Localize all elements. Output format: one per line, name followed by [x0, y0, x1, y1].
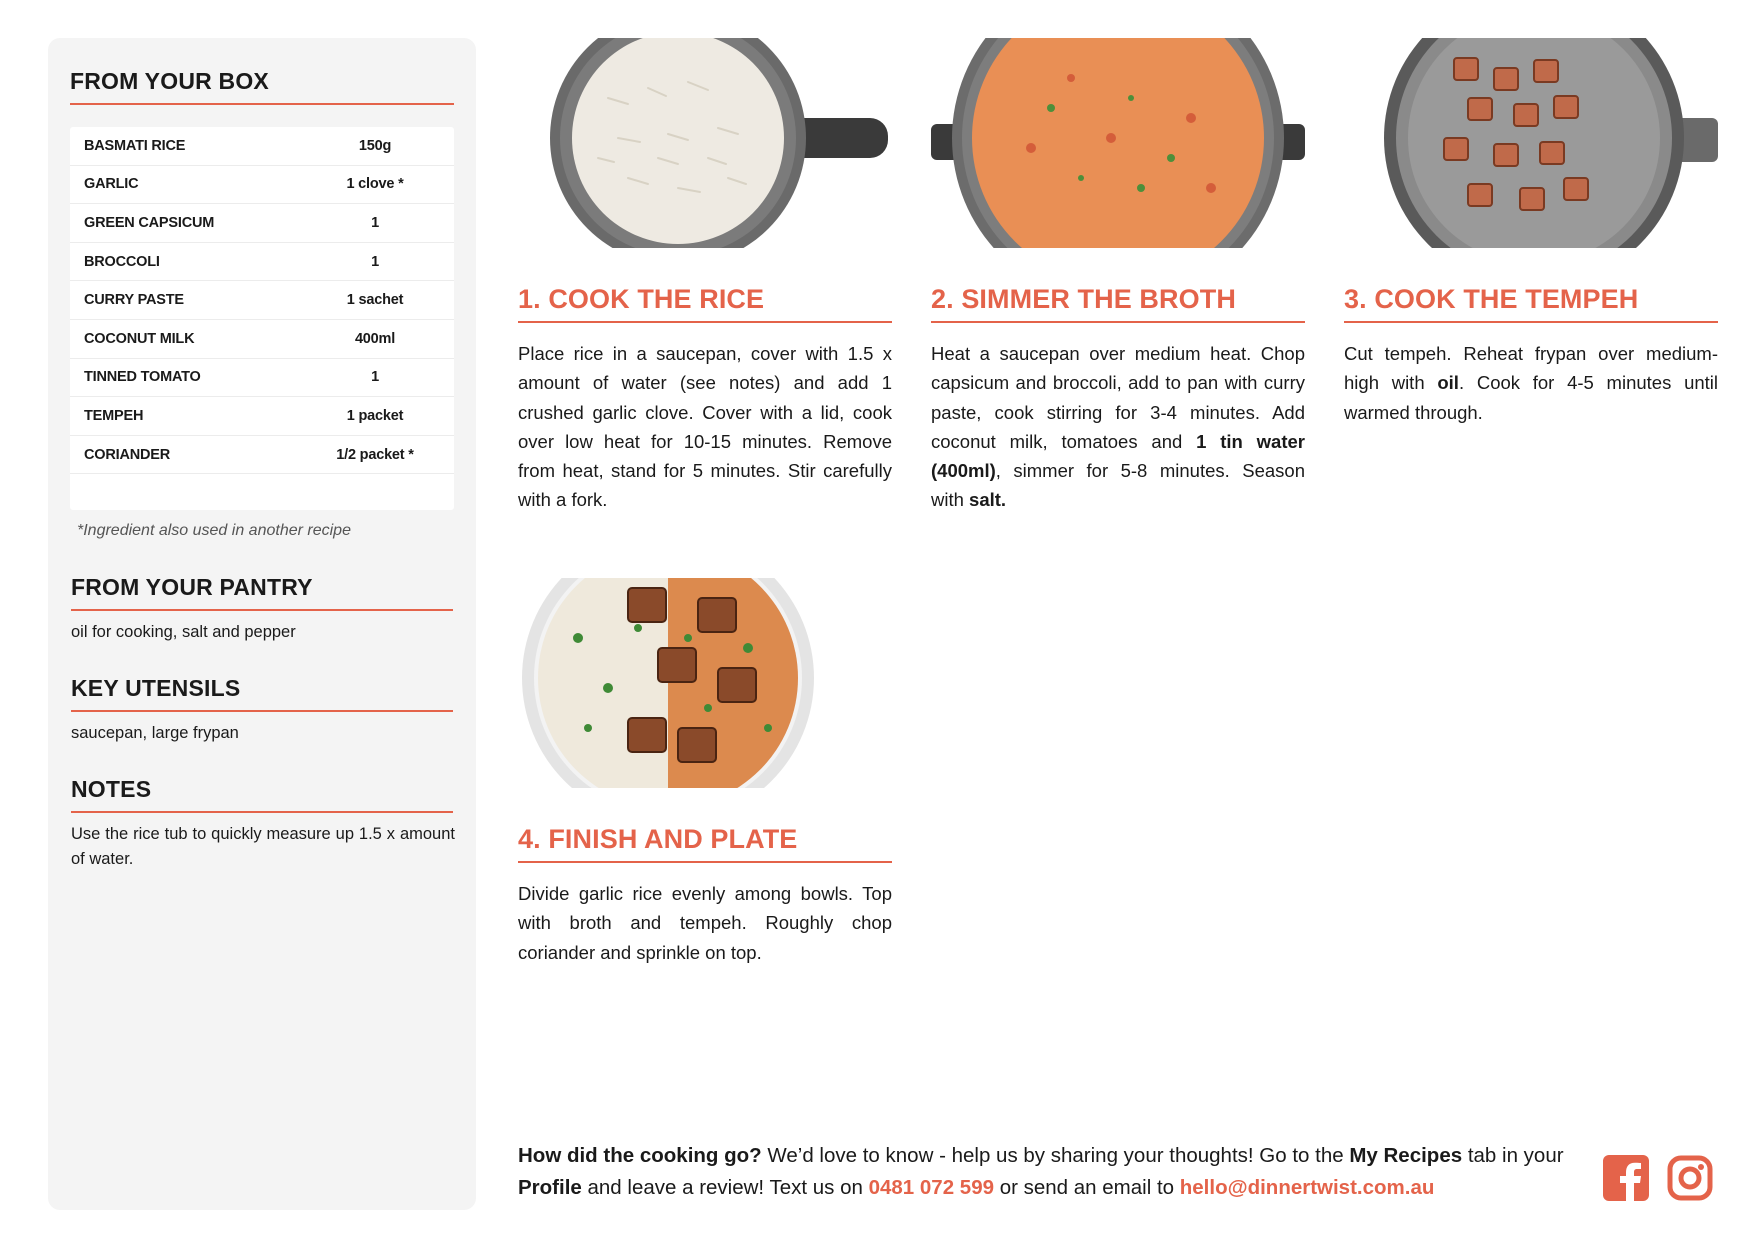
step-1-title: 1. COOK THE RICE: [518, 284, 892, 323]
ingredient-qty: 1 packet: [346, 407, 404, 424]
ingredient-qty: 150g: [358, 137, 392, 154]
ingredient-row: [70, 397, 454, 436]
step-4-title: 4. FINISH AND PLATE: [518, 824, 892, 863]
ingredient-name: GARLIC: [84, 176, 139, 193]
footer-question: How did the cooking go?: [518, 1144, 762, 1167]
ingredient-name: BROCCOLI: [84, 253, 160, 270]
step-2-text-bold-salt: salt.: [969, 489, 1007, 511]
step-4: [518, 578, 892, 967]
step-3-text-c: . Cook for 4-5 minutes until warmed through.: [1344, 372, 1719, 423]
ingredient-qty: 1: [371, 214, 379, 231]
ingredient-row: [70, 281, 454, 320]
step-2: [931, 38, 1305, 515]
step-2-title: 2. SIMMER THE BROTH: [931, 284, 1305, 323]
notes-text: Use the rice tub to quickly measure up 1.5 x amount of water.: [71, 825, 455, 868]
step-3: [1344, 38, 1718, 427]
ingredient-name: GREEN CAPSICUM: [84, 214, 215, 231]
pantry-text: oil for cooking, salt and pepper: [71, 623, 296, 641]
ingredient-row: [70, 436, 454, 475]
ingredients-sidebar: [48, 38, 476, 1210]
ingredient-footnote: *Ingredient also used in another recipe: [77, 522, 351, 539]
ingredient-row: [70, 320, 454, 359]
step-3-text-a: Cut tempeh. Reheat frypan over medium-high with: [1344, 343, 1718, 394]
footer-profile: Profile: [518, 1175, 582, 1199]
ingredient-name: CORIANDER: [84, 446, 171, 463]
ingredient-qty: 400ml: [354, 330, 396, 347]
step-3-text: [1344, 339, 1718, 427]
ingredient-name: TINNED TOMATO: [84, 369, 201, 386]
from-your-pantry-heading: FROM YOUR PANTRY: [71, 574, 453, 611]
step-2-text-bold-water: 1 tin water (400ml): [931, 430, 1305, 482]
step-3-title: 3. COOK THE TEMPEH: [1344, 284, 1718, 323]
instagram-icon[interactable]: [1667, 1155, 1713, 1201]
ingredient-qty: 1 sachet: [346, 292, 404, 309]
step-1-text: Place rice in a saucepan, cover with 1.5 x amount of water (see notes) and add 1 crushed garlic clove. Cover with a lid, cook over low heat for 10-15 minutes. Remove from heat, stand for 5 minutes. Stir carefully with a fork.: [518, 343, 892, 511]
step-3-text-bold-oil: oil: [1437, 372, 1459, 394]
ingredient-qty: 1: [371, 253, 379, 270]
ingredient-row: [70, 204, 454, 243]
step-2-text: [931, 339, 1305, 515]
step-2-text-a: Heat a saucepan over medium heat. Chop capsicum and broccoli, add to pan with curry paste, cook stirring for 3-4 minutes. Add coconut milk, tomatoes and: [931, 343, 1305, 452]
ingredient-row: [70, 166, 454, 205]
step-2-text-c: , simmer for 5-8 minutes. Season with: [931, 460, 1305, 511]
footer-text-1: We’d love to know - help us by sharing your thoughts! Go to the: [761, 1144, 1350, 1167]
ingredient-row: [70, 127, 454, 166]
ingredient-qty: 1 clove *: [346, 176, 404, 193]
from-your-box-heading: FROM YOUR BOX: [70, 68, 454, 105]
ingredient-qty: 1: [371, 369, 379, 386]
rice-pot-photo: [518, 38, 892, 248]
ingredient-name: BASMATI RICE: [84, 137, 186, 154]
ingredient-row: [70, 359, 454, 398]
ingredient-row: [70, 243, 454, 282]
ingredient-name: COCONUT MILK: [84, 330, 195, 347]
ingredient-name: CURRY PASTE: [84, 292, 184, 309]
finished-plate-photo: [518, 578, 892, 788]
footer-my-recipes: My Recipes: [1349, 1144, 1463, 1167]
footer-text-2: tab in your: [1462, 1144, 1564, 1167]
feedback-footer: [518, 1140, 1583, 1203]
tempeh-frypan-photo: [1344, 38, 1718, 248]
footer-phone-link[interactable]: 0481 072 599: [868, 1175, 994, 1199]
notes-heading: NOTES: [71, 776, 453, 813]
ingredients-table: [70, 127, 454, 510]
step-1: [518, 38, 892, 515]
key-utensils-heading: KEY UTENSILS: [71, 675, 453, 712]
ingredient-qty: 1/2 packet *: [336, 446, 414, 463]
utensils-text: saucepan, large frypan: [71, 724, 239, 742]
facebook-icon[interactable]: [1603, 1155, 1649, 1201]
footer-email-link[interactable]: hello@dinnertwist.com.au: [1179, 1175, 1435, 1199]
ingredient-name: TEMPEH: [84, 407, 144, 424]
step-4-text: Divide garlic rice evenly among bowls. Top with broth and tempeh. Roughly chop coriander and sprinkle on top.: [518, 883, 892, 963]
footer-text-4: or send an email to: [994, 1175, 1180, 1199]
footer-text-3: and leave a review! Text us on: [581, 1175, 869, 1199]
broth-pot-photo: [931, 38, 1305, 248]
